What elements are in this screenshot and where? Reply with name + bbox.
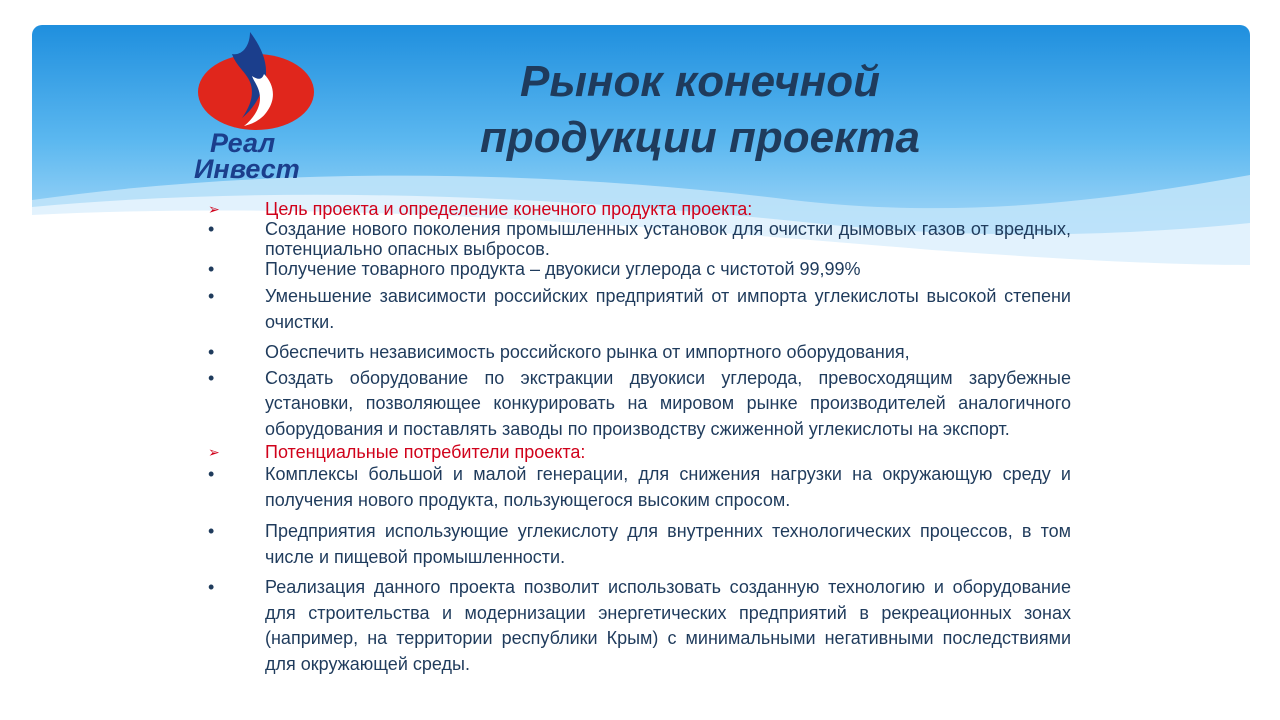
list-item-text: Предприятия использующие углекислоту для внутренних технологических процессов, в том числе и пищевой промышленности. xyxy=(265,521,1071,567)
logo-wordmark xyxy=(192,130,322,182)
arrow-bullet-icon: ➢ xyxy=(208,444,220,460)
section-heading-text: Цель проекта и определение конечного продукта проекта: xyxy=(265,199,753,219)
list-item-text: Реализация данного проекта позволит использовать созданную технологию и оборудование для строительства и модернизации энергетических предприятий в рекреационных зонах (например, на территории республики Крым) с минимальными негативными последствиями для окружающей среды. xyxy=(265,577,1071,674)
list-item-text: Комплексы большой и малой генерации, для снижения нагрузки на окружающую среду и получения нового продукта, пользующегося высоким спросом. xyxy=(265,464,1071,510)
title-line-2: продукции проекта xyxy=(480,113,920,162)
list-item-text: Уменьшение зависимости российских предприятий от импорта углекислоты высокой степени очистки. xyxy=(265,286,1071,332)
list-item xyxy=(208,462,1071,513)
company-logo xyxy=(192,26,322,184)
logo-line-2: Инвест xyxy=(194,154,300,184)
arrow-bullet-icon: ➢ xyxy=(208,201,220,217)
list-item xyxy=(208,259,1071,279)
section-heading-goal xyxy=(208,199,1071,219)
list-item-text: Обеспечить независимость российского рынка от импортного оборудования, xyxy=(265,342,910,362)
dot-bullet-icon: • xyxy=(208,577,215,597)
list-item xyxy=(208,519,1071,570)
dot-bullet-icon: • xyxy=(208,367,215,388)
list-item xyxy=(208,366,1071,443)
list-item xyxy=(208,340,1071,366)
slide-title xyxy=(420,54,980,166)
dot-bullet-icon: • xyxy=(208,219,215,239)
list-item-text: Получение товарного продукта – двуокиси углерода с чистотой 99,99% xyxy=(265,259,861,279)
list-item xyxy=(208,284,1071,335)
dot-bullet-icon: • xyxy=(208,521,215,541)
flame-logo-icon xyxy=(192,26,322,136)
section-heading-consumers xyxy=(208,442,1071,462)
logo-line-1: Реал xyxy=(210,128,276,158)
list-item-text: Создание нового поколения промышленных установок для очистки дымовых газов от вредных, потенциально опасных выбросов. xyxy=(265,219,1071,259)
dot-bullet-icon: • xyxy=(208,286,215,306)
list-item xyxy=(208,219,1071,259)
title-line-1: Рынок конечной xyxy=(519,57,880,106)
dot-bullet-icon: • xyxy=(208,259,215,279)
dot-bullet-icon: • xyxy=(208,464,215,484)
slide-content xyxy=(208,199,1071,677)
list-item xyxy=(208,575,1071,677)
section-heading-text: Потенциальные потребители проекта: xyxy=(265,442,586,462)
dot-bullet-icon: • xyxy=(208,342,215,362)
list-item-text: Создать оборудование по экстракции двуокиси углерода, превосходящим зарубежные установки, позволяющее конкурировать на мировом рынке производителей аналогичного оборудования и поставлять заводы по производству сжиженной углекислоты на экспорт. xyxy=(265,367,1071,439)
